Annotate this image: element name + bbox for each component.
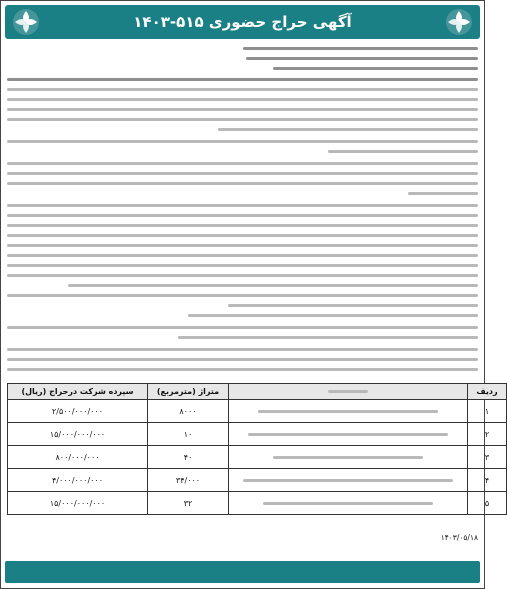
cell-deposit: ۲/۵۰۰/۰۰۰/۰۰۰ (8, 400, 148, 423)
table-row (8, 400, 507, 423)
text-line (7, 234, 478, 237)
cell-title (229, 446, 468, 469)
text-line (7, 108, 478, 111)
cell-area: ۳۲ (148, 492, 229, 515)
cell-area: ۴۰ (148, 446, 229, 469)
text-line (7, 118, 478, 121)
cell-deposit: ۱۵/۰۰۰/۰۰۰/۰۰۰ (8, 492, 148, 515)
cell-deposit: ۸۰۰/۰۰۰/۰۰۰ (8, 446, 148, 469)
text-line (7, 88, 478, 91)
notice-title: آگهی حراج حضوری ۵۱۵-۱۴۰۳ (133, 13, 352, 31)
unreadable-text (243, 479, 453, 482)
text-line (7, 294, 478, 297)
cell-radif: ۳ (468, 446, 507, 469)
unreadable-text (258, 410, 438, 413)
cell-title (229, 492, 468, 515)
shiraz-municipality-logo-icon (444, 7, 474, 37)
text-line (243, 47, 478, 50)
cell-area: ۱۰ (148, 423, 229, 446)
table-row (8, 423, 507, 446)
auction-items-table (7, 383, 507, 515)
text-line (7, 182, 478, 185)
cell-radif: ۲ (468, 423, 507, 446)
unreadable-text (248, 433, 448, 436)
text-line (273, 67, 478, 70)
table-header-row (8, 384, 507, 400)
header-deposit: سپرده شرکت درحراج (ریال) (8, 384, 148, 400)
text-line (178, 336, 478, 339)
shiraz-municipality-logo-icon (11, 7, 41, 37)
unreadable-text (328, 390, 368, 393)
text-line (228, 304, 478, 307)
text-line (7, 172, 478, 175)
text-line (7, 326, 478, 329)
unreadable-text (263, 502, 433, 505)
text-line (7, 214, 478, 217)
text-line (7, 274, 478, 277)
unreadable-text (273, 456, 423, 459)
text-line (7, 224, 478, 227)
text-line (218, 128, 478, 131)
text-line (328, 150, 478, 153)
text-line (7, 162, 478, 165)
table-row (8, 446, 507, 469)
footer-banner (5, 561, 480, 583)
table-row (8, 492, 507, 515)
text-line (246, 57, 478, 60)
cell-deposit: ۱۵/۰۰۰/۰۰۰/۰۰۰ (8, 423, 148, 446)
notice-body-text (7, 45, 478, 379)
text-line (7, 140, 478, 143)
cell-area: ۸۰۰۰ (148, 400, 229, 423)
text-line (408, 192, 478, 195)
text-line (7, 254, 478, 257)
cell-deposit: ۴/۰۰۰/۰۰۰/۰۰۰ (8, 469, 148, 492)
text-line (68, 284, 478, 287)
text-line (7, 78, 478, 81)
header-radif: ردیف (468, 384, 507, 400)
text-line (7, 204, 478, 207)
text-line (7, 264, 478, 267)
text-line (188, 314, 478, 317)
text-line (7, 358, 478, 361)
cell-radif: ۵ (468, 492, 507, 515)
cell-title (229, 469, 468, 492)
cell-radif: ۴ (468, 469, 507, 492)
cell-radif: ۱ (468, 400, 507, 423)
cell-area: ۳۴/۰۰۰ (148, 469, 229, 492)
header-area: متراژ (مترمربع) (148, 384, 229, 400)
header-title (229, 384, 468, 400)
text-line (7, 244, 478, 247)
text-line (7, 348, 478, 351)
table-row (8, 469, 507, 492)
notice-date: ۱۴۰۳/۰۵/۱۸ (440, 533, 478, 542)
cell-title (229, 400, 468, 423)
title-banner (5, 5, 480, 39)
text-line (7, 98, 478, 101)
cell-title (229, 423, 468, 446)
text-line (7, 368, 478, 371)
